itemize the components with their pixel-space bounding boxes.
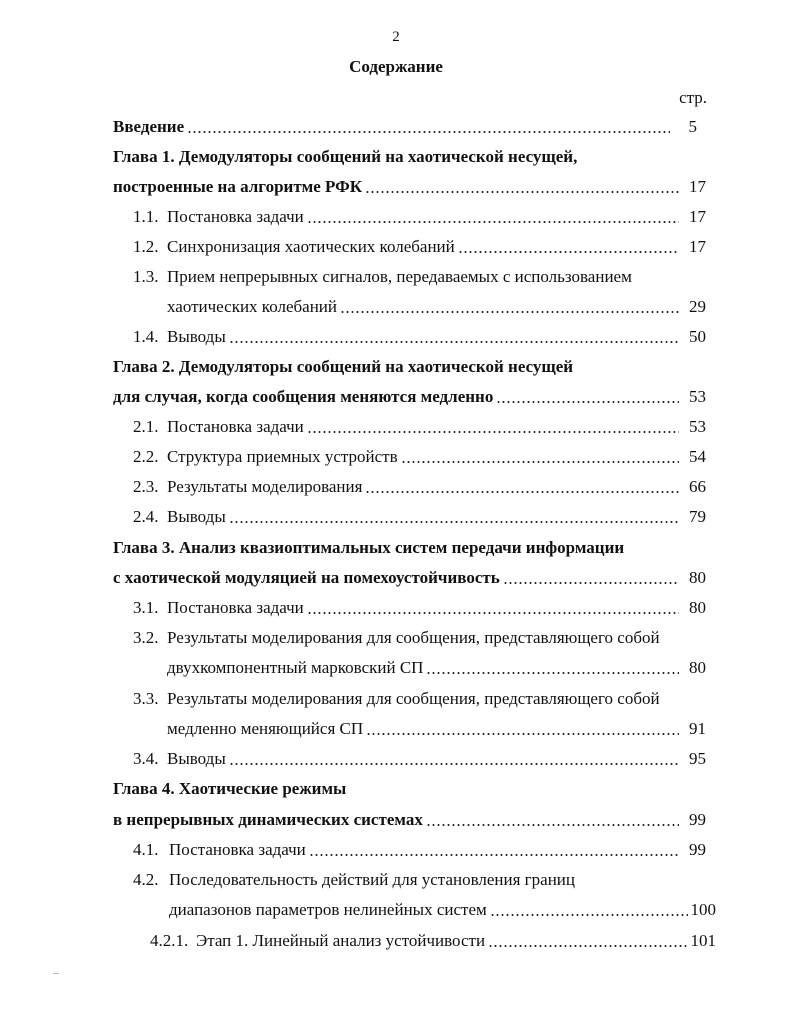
toc-entry-number: 2.4.	[133, 507, 159, 526]
toc-entry-page: 17	[689, 237, 706, 256]
toc-entry-title: двухкомпонентный марковский СП	[167, 658, 424, 677]
toc-entry-title: медленно меняющийся СП	[167, 719, 364, 738]
dot-leader	[229, 747, 679, 771]
toc-entry-page: 79	[689, 507, 706, 526]
toc-entry-title: Глава 1. Демодуляторы сообщений на хаотической несущей,	[113, 147, 578, 166]
toc-entry-title: Прием непрерывных сигналов, передаваемых с использованием	[167, 267, 632, 286]
toc-entry	[133, 596, 706, 620]
toc-entry	[113, 566, 706, 590]
toc-entry-title: Результаты моделирования для сообщения, представляющего собой	[167, 628, 660, 647]
toc-entry-number: 1.4.	[133, 327, 159, 346]
toc-entry-number: 1.2.	[133, 237, 159, 256]
toc-entry	[133, 415, 706, 439]
toc-entry-number: 2.1.	[133, 417, 159, 436]
toc-entry	[133, 205, 706, 229]
dot-leader	[340, 295, 679, 319]
scan-mark	[53, 973, 59, 974]
toc-entry	[133, 475, 706, 499]
toc-entry-page: 100	[690, 900, 716, 919]
toc-entry-title: Постановка задачи	[167, 207, 304, 226]
toc-entry	[167, 656, 706, 680]
toc-entry-title: Результаты моделирования для сообщения, представляющего собой	[167, 689, 660, 708]
toc-entry-number: 4.2.	[133, 870, 159, 889]
toc-entry-page: 91	[689, 719, 706, 738]
dot-leader	[309, 838, 679, 862]
toc-entry-page: 53	[689, 387, 706, 406]
dot-leader	[401, 445, 679, 469]
toc-entry	[169, 898, 716, 922]
toc-entry-page: 101	[690, 931, 716, 950]
toc-entry	[113, 115, 697, 139]
toc-entry-page: 54	[689, 447, 706, 466]
toc-entry-page: 17	[689, 207, 706, 226]
toc-entry	[133, 687, 706, 711]
toc-entry	[113, 808, 706, 832]
dot-leader	[426, 656, 679, 680]
dot-leader	[229, 505, 679, 529]
toc-entry-title: Выводы	[167, 327, 226, 346]
toc-entry-title: Структура приемных устройств	[167, 447, 398, 466]
toc-entry-title: Глава 3. Анализ квазиоптимальных систем передачи информации	[113, 538, 625, 557]
dot-leader	[229, 325, 679, 349]
dot-leader	[426, 808, 679, 832]
dot-leader	[503, 566, 679, 590]
toc-entry-page: 80	[689, 568, 706, 587]
toc-entry-title: для случая, когда сообщения меняются медленно	[113, 387, 494, 406]
toc-entry-number: 3.4.	[133, 749, 159, 768]
toc-entry-title: Постановка задачи	[169, 840, 306, 859]
toc-entry-title: хаотических колебаний	[167, 297, 337, 316]
toc-entry-title: Глава 2. Демодуляторы сообщений на хаотической несущей	[113, 357, 574, 376]
toc-entry-number: 1.1.	[133, 207, 159, 226]
page-number: 2	[392, 29, 400, 45]
toc-entry-number: 3.1.	[133, 598, 159, 617]
page-column-label: стр.	[679, 88, 707, 107]
toc-entry-title: Постановка задачи	[167, 417, 304, 436]
dot-leader	[488, 929, 687, 953]
dot-leader	[458, 235, 679, 259]
toc-entry-title: Синхронизация хаотических колебаний	[167, 237, 455, 256]
toc-entry-number: 1.3.	[133, 267, 159, 286]
toc-entry-page: 99	[689, 810, 706, 829]
toc-entry-title: Глава 4. Хаотические режимы	[113, 779, 347, 798]
toc-entry	[167, 295, 706, 319]
toc-entry	[167, 717, 706, 741]
toc-entry-page: 66	[689, 477, 706, 496]
toc-entry	[133, 235, 706, 259]
toc-entry-title: в непрерывных динамических системах	[113, 810, 423, 829]
toc-entry	[133, 747, 706, 771]
toc-entry-title: Выводы	[167, 507, 226, 526]
toc-entry-title: Постановка задачи	[167, 598, 304, 617]
toc-entry-title: построенные на алгоритме РФК	[113, 177, 363, 196]
toc-entry-number: 4.1.	[133, 840, 159, 859]
toc-entry	[133, 265, 706, 289]
toc-entry-title: Выводы	[167, 749, 226, 768]
toc-entry	[113, 175, 706, 199]
toc-entry-page: 29	[689, 297, 706, 316]
dot-leader	[307, 205, 679, 229]
toc-entry-number: 2.3.	[133, 477, 159, 496]
toc-entry	[133, 505, 706, 529]
dot-leader	[496, 385, 679, 409]
toc-entry-title: Этап 1. Линейный анализ устойчивости	[196, 931, 486, 950]
toc-entry	[113, 385, 706, 409]
toc-entry-page: 80	[689, 598, 706, 617]
toc-entry-title: Введение	[113, 117, 185, 136]
toc-entry-title: с хаотической модуляцией на помехоустойчивость	[113, 568, 500, 587]
toc-entry-title: Результаты моделирования	[167, 477, 363, 496]
toc-entry-title: Последовательность действий для установления границ	[169, 870, 575, 889]
page-title: Содержание	[349, 57, 443, 76]
toc-entry-page: 95	[689, 749, 706, 768]
toc-entry-number: 4.2.1.	[150, 931, 189, 950]
toc-entry	[133, 868, 706, 892]
toc-entry-page: 99	[689, 840, 706, 859]
toc-entry	[113, 777, 706, 801]
toc-entry-page: 50	[689, 327, 706, 346]
toc-entry	[150, 929, 716, 953]
dot-leader	[307, 596, 679, 620]
toc-entry-number: 2.2.	[133, 447, 159, 466]
toc-entry-page: 80	[689, 658, 706, 677]
toc-entry	[113, 355, 706, 379]
dot-leader	[365, 175, 679, 199]
toc-entry	[133, 325, 706, 349]
toc-entry	[113, 145, 706, 169]
toc-entry-number: 3.2.	[133, 628, 159, 647]
toc-entry-title: диапазонов параметров нелинейных систем	[169, 900, 487, 919]
dot-leader	[366, 717, 679, 741]
toc-entry-page: 53	[689, 417, 706, 436]
dot-leader	[490, 898, 688, 922]
dot-leader	[365, 475, 679, 499]
toc-entry-page: 5	[688, 117, 697, 136]
toc-entry-page: 17	[689, 177, 706, 196]
toc-entry	[133, 838, 706, 862]
dot-leader	[307, 415, 679, 439]
toc-entry	[133, 445, 706, 469]
dot-leader	[187, 115, 670, 139]
toc-entry-number: 3.3.	[133, 689, 159, 708]
toc-entry	[133, 626, 706, 650]
toc-entry	[113, 536, 706, 560]
